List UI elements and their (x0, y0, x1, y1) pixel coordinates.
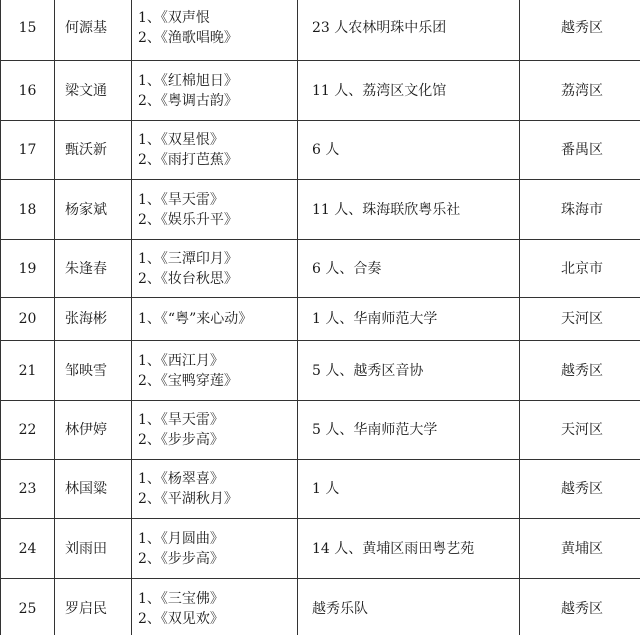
work-title: 2、《宝鸭穿莲》 (138, 372, 238, 389)
works-cell (132, 121, 298, 180)
row-number: 18 (1, 180, 55, 240)
row-number: 20 (1, 298, 55, 341)
district: 天河区 (520, 401, 640, 460)
row-number: 17 (1, 121, 55, 180)
table-row (1, 460, 640, 519)
performer-name: 林国粱 (55, 460, 132, 519)
group-detail: 5 人、华南师范大学 (298, 401, 520, 460)
row-number: 15 (1, 0, 55, 61)
table-row (1, 240, 640, 298)
work-title: 2、《步步高》 (138, 432, 224, 448)
table-row (1, 0, 640, 61)
works-cell (132, 298, 298, 341)
work-title: 1、《旱天雷》 (138, 412, 224, 428)
work-title: 1、《月圆曲》 (138, 530, 224, 547)
work-title: 2、《渔歌唱晚》 (138, 29, 238, 46)
district: 珠海市 (520, 180, 640, 240)
table-row (1, 341, 640, 401)
work-title: 1、《三宝佛》 (138, 590, 224, 607)
performer-name: 刘雨田 (55, 519, 132, 579)
group-detail: 14 人、黄埔区雨田粤艺苑 (298, 519, 520, 579)
district: 越秀区 (520, 460, 640, 519)
performer-name: 朱逢春 (55, 240, 132, 298)
work-title: 1、《旱天雷》 (138, 191, 224, 208)
work-title: 1、《双星恨》 (138, 132, 224, 148)
group-detail: 23 人农林明珠中乐团 (298, 0, 520, 61)
table-row (1, 61, 640, 121)
work-title: 1、《杨翠喜》 (138, 471, 224, 487)
performer-name: 罗启民 (55, 579, 132, 635)
district: 番禺区 (520, 121, 640, 180)
district: 黄埔区 (520, 519, 640, 579)
performer-name: 何源基 (55, 0, 132, 61)
row-number: 25 (1, 579, 55, 635)
work-title: 2、《平湖秋月》 (138, 491, 238, 507)
district: 越秀区 (520, 0, 640, 61)
row-number: 23 (1, 460, 55, 519)
works-cell (132, 180, 298, 240)
works-cell (132, 579, 298, 635)
group-detail: 11 人、珠海联欣粤乐社 (298, 180, 520, 240)
works-cell (132, 341, 298, 401)
performer-name: 邹映雪 (55, 341, 132, 401)
row-number: 24 (1, 519, 55, 579)
district: 越秀区 (520, 341, 640, 401)
work-title: 2、《妆台秋思》 (138, 270, 238, 287)
table-body (1, 0, 640, 635)
table-row (1, 519, 640, 579)
table-row (1, 579, 640, 635)
row-number: 21 (1, 341, 55, 401)
group-detail: 11 人、荔湾区文化馆 (298, 61, 520, 121)
table-row (1, 180, 640, 240)
group-detail: 1 人、华南师范大学 (298, 298, 520, 341)
work-title: 1、《西江月》 (138, 352, 224, 369)
table-row (1, 401, 640, 460)
work-title: 1、《红棉旭日》 (138, 72, 238, 89)
district: 荔湾区 (520, 61, 640, 121)
performer-name: 甄沃新 (55, 121, 132, 180)
performer-name: 杨家斌 (55, 180, 132, 240)
works-cell (132, 401, 298, 460)
district: 越秀区 (520, 579, 640, 635)
table-row (1, 121, 640, 180)
works-cell (132, 240, 298, 298)
performer-name: 张海彬 (55, 298, 132, 341)
table-row (1, 298, 640, 341)
work-title: 2、《雨打芭蕉》 (138, 152, 238, 168)
work-title: 1、《三潭印月》 (138, 250, 238, 267)
works-cell (132, 61, 298, 121)
row-number: 22 (1, 401, 55, 460)
district: 天河区 (520, 298, 640, 341)
work-title: 1、《双声恨 (138, 9, 210, 26)
performer-name: 梁文通 (55, 61, 132, 121)
row-number: 19 (1, 240, 55, 298)
group-detail: 6 人 (298, 121, 520, 180)
group-detail: 6 人、合奏 (298, 240, 520, 298)
group-detail: 1 人 (298, 460, 520, 519)
work-title: 2、《双见欢》 (138, 610, 224, 627)
district: 北京市 (520, 240, 640, 298)
row-number: 16 (1, 61, 55, 121)
works-cell (132, 460, 298, 519)
performer-name: 林伊婷 (55, 401, 132, 460)
group-detail: 5 人、越秀区音协 (298, 341, 520, 401)
group-detail: 越秀乐队 (298, 579, 520, 635)
work-title: 2、《步步高》 (138, 550, 224, 567)
work-title: 2、《粤调古韵》 (138, 92, 238, 109)
works-cell (132, 0, 298, 61)
work-title: 1、《“粤”来心动》 (138, 311, 253, 327)
work-title: 2、《娱乐升平》 (138, 211, 238, 228)
works-cell (132, 519, 298, 579)
